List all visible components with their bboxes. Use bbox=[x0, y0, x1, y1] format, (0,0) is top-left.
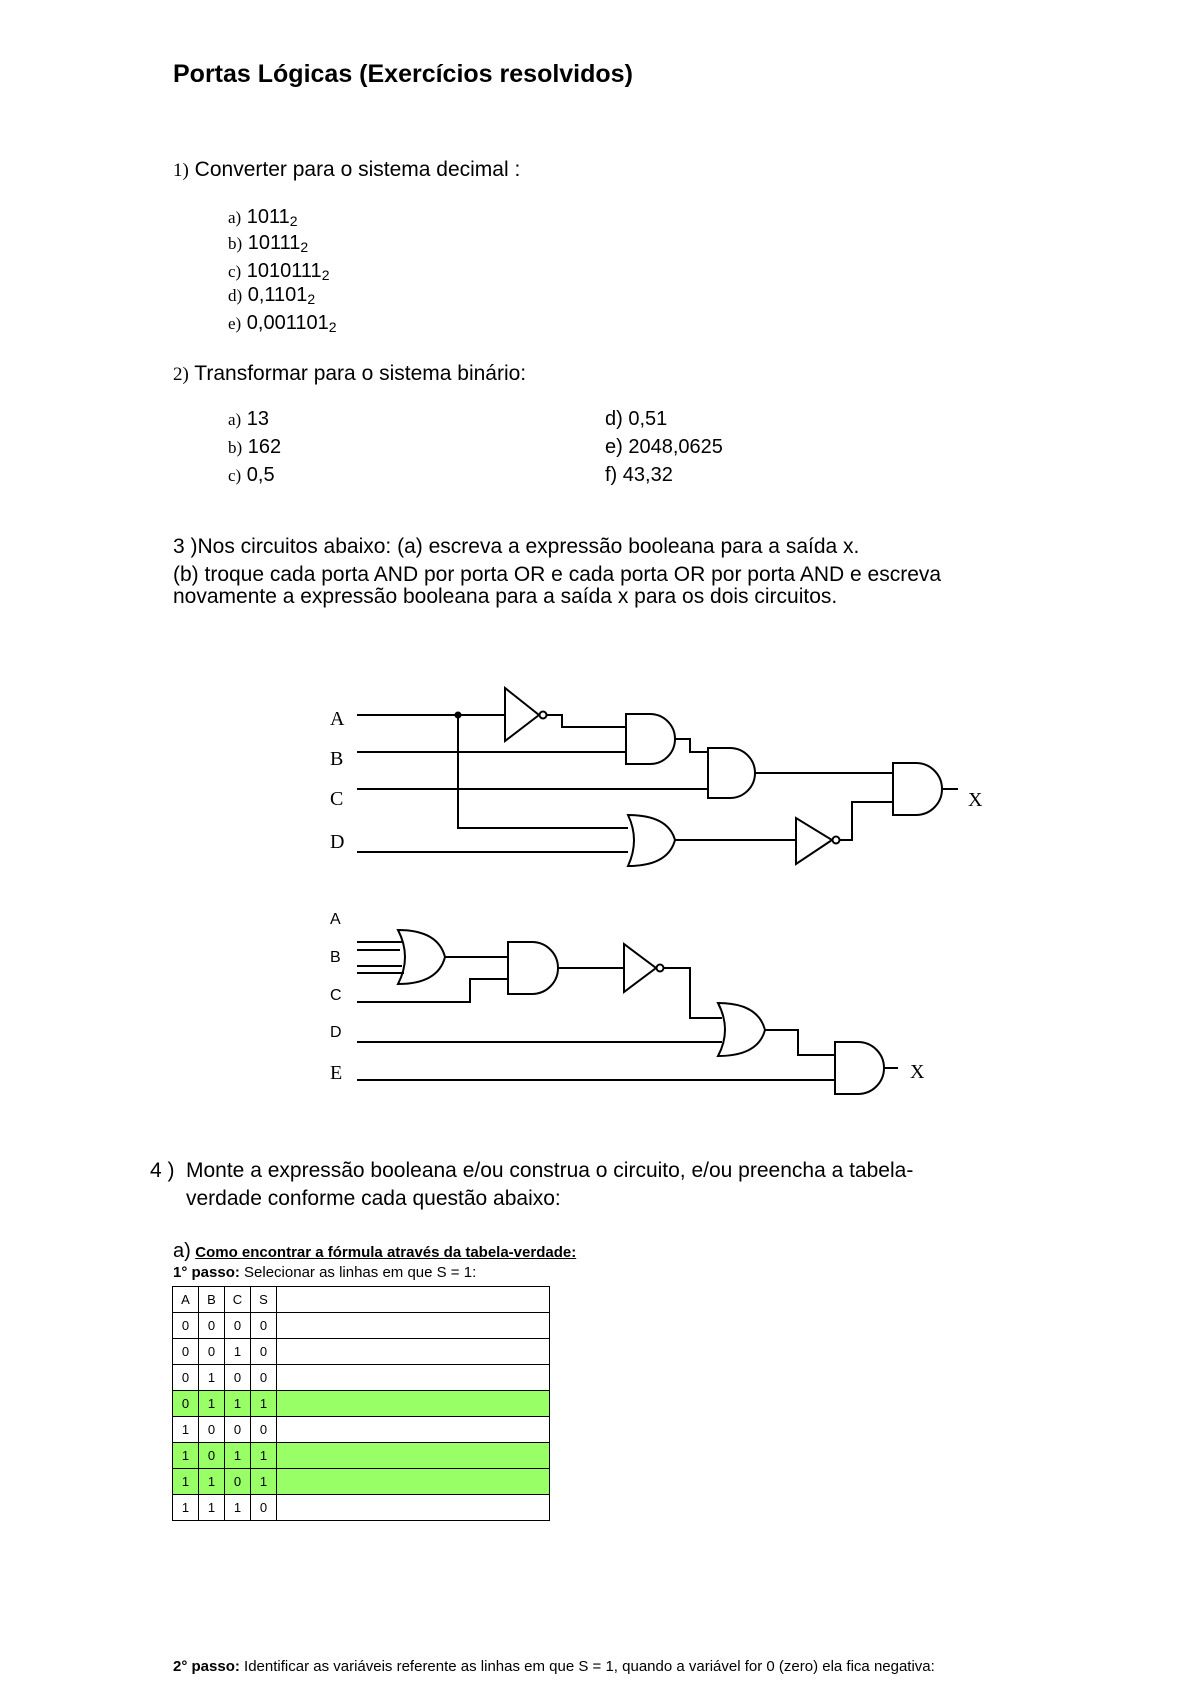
or-gate-2 bbox=[398, 930, 445, 984]
q2-item-a: a) 13 bbox=[228, 408, 270, 430]
step-1 bbox=[173, 1264, 476, 1281]
circuit-2-output: X bbox=[910, 1061, 925, 1083]
not-gate-3 bbox=[624, 944, 656, 992]
table-row: 0 0 1 0 bbox=[173, 1339, 550, 1365]
table-row: 1 0 1 1 bbox=[173, 1443, 550, 1469]
table-row: 1 0 0 0 bbox=[173, 1417, 550, 1443]
or-gate-1 bbox=[628, 815, 675, 866]
q2-item-f: f) 43,32 bbox=[605, 464, 673, 486]
circuit-1 bbox=[357, 688, 958, 866]
and-gate-5 bbox=[835, 1042, 884, 1094]
circuit-2-input-e: E bbox=[330, 1062, 343, 1084]
question-4-number: 4 ) bbox=[150, 1159, 175, 1182]
part-a-heading bbox=[173, 1240, 576, 1263]
circuit-2-input-c: C bbox=[330, 987, 342, 1004]
truth-table bbox=[172, 1286, 550, 1521]
q2-item-d: d) 0,51 bbox=[605, 408, 668, 430]
and-gate-3 bbox=[893, 763, 942, 815]
page-title: Portas Lógicas (Exercícios resolvidos) bbox=[173, 60, 633, 88]
and-gate-2 bbox=[708, 748, 755, 798]
circuit-1-input-a: A bbox=[330, 708, 345, 730]
q1-item-e: e) $0,001101_2$ bbox=[228, 312, 337, 335]
question-4-text-cont: verdade conforme cada questão abaixo: bbox=[186, 1187, 561, 1210]
question-3-line1: 3 )Nos circuitos abaixo: (a) escreva a expressão booleana para a saída x. bbox=[173, 535, 860, 558]
table-row: 1 1 0 1 bbox=[173, 1469, 550, 1495]
q1-item-d: d) $0,1101_2$ bbox=[228, 284, 316, 307]
truth-table-header bbox=[173, 1287, 550, 1313]
not-gate-1 bbox=[505, 688, 539, 741]
question-2-text: Transformar para o sistema binário: bbox=[194, 362, 527, 385]
header-s: S bbox=[251, 1287, 277, 1313]
and-gate-4 bbox=[508, 942, 558, 994]
question-1-text: Converter para o sistema decimal : bbox=[194, 158, 521, 181]
step-2 bbox=[173, 1658, 935, 1675]
header-c: C bbox=[225, 1287, 251, 1313]
circuit-1-input-b: B bbox=[330, 748, 344, 770]
circuit-1-input-c: C bbox=[330, 788, 344, 810]
q2-item-b: b) 162 bbox=[228, 436, 282, 458]
circuit-2-input-a: A bbox=[330, 911, 341, 928]
q2-item-e: e) 2048,0625 bbox=[605, 436, 723, 458]
question-1-number: 1) bbox=[173, 160, 189, 181]
step-1-text: Selecionar as linhas em que S = 1: bbox=[239, 1264, 477, 1281]
circuit-2-input-b: B bbox=[330, 949, 341, 966]
header-a: A bbox=[173, 1287, 199, 1313]
q1-item-b: b) $10111_2$ bbox=[228, 232, 309, 255]
step-1-label: 1° passo: bbox=[173, 1264, 240, 1281]
table-row: 1 1 1 0 bbox=[173, 1495, 550, 1521]
not-gate-2 bbox=[796, 818, 832, 864]
q1-item-a: a) $1011_2$ bbox=[228, 206, 298, 229]
step-2-label: 2° passo: bbox=[173, 1658, 240, 1675]
circuit-1-input-d: D bbox=[330, 831, 345, 853]
part-a-label: a) bbox=[173, 1240, 191, 1262]
circuit-2 bbox=[357, 930, 898, 1094]
step-2-text: Identificar as variáveis referente as linhas em que S = 1, quando a variável for 0 (zero) ela fica negativa: bbox=[239, 1658, 935, 1675]
circuit-2-input-d: D bbox=[330, 1024, 342, 1041]
table-row: 0 0 0 0 bbox=[173, 1313, 550, 1339]
circuit-1-output: X bbox=[968, 789, 983, 811]
table-row: 0 1 1 1 bbox=[173, 1391, 550, 1417]
question-2-number: 2) bbox=[173, 364, 189, 385]
header-b: B bbox=[199, 1287, 225, 1313]
question-3-line2: (b) troque cada porta AND por porta OR e cada porta OR por porta AND e escreva novamente a expressão booleana para a saída x para os dois circuitos. bbox=[173, 563, 942, 608]
q1-item-c: c) $1010111_2$ bbox=[228, 260, 330, 283]
q2-item-c: c) 0,5 bbox=[228, 464, 275, 486]
table-row: 0 1 0 0 bbox=[173, 1365, 550, 1391]
question-4 bbox=[150, 1157, 1050, 1213]
or-gate-3 bbox=[718, 1003, 765, 1056]
part-a-title: Como encontrar a fórmula através da tabela-verdade: bbox=[195, 1244, 577, 1261]
and-gate-1 bbox=[626, 714, 675, 764]
question-4-text: Monte a expressão booleana e/ou construa o circuito, e/ou preencha a tabela- bbox=[186, 1159, 914, 1182]
